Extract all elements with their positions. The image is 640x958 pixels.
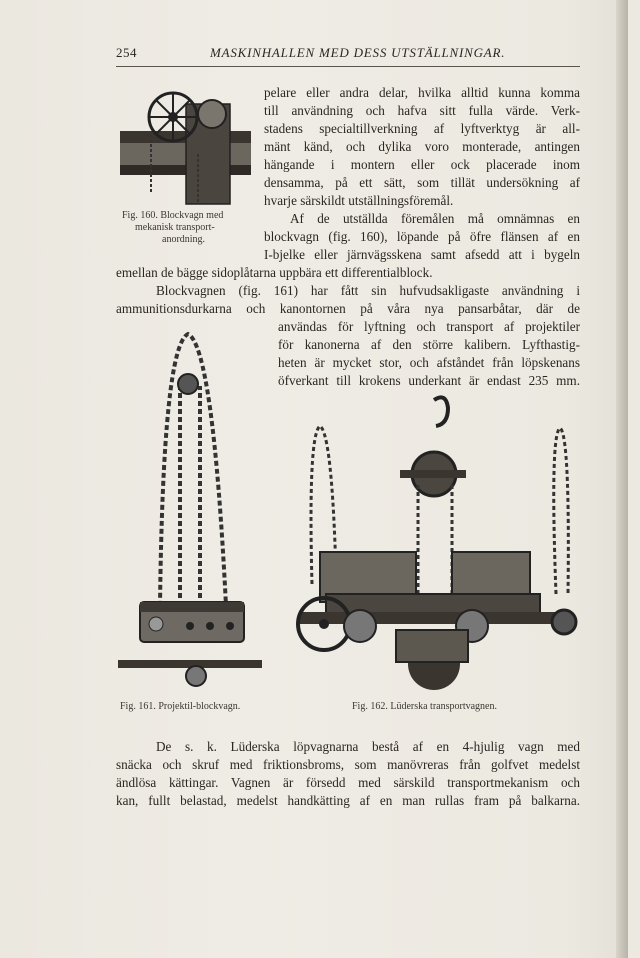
text-line: mänt känd, och dylika voro monterade, antingen: [264, 139, 580, 154]
text-line: till användning och hafva sitt fulla värde. Verk-: [264, 103, 580, 118]
text-line: densamma, på ett sätt, som tillät undersökning af: [264, 175, 580, 190]
text-line: hvarje särskildt utställningsföremål.: [264, 193, 454, 208]
figure-160-caption-line-1: Fig. 160. Blockvagn med: [122, 210, 224, 221]
figure-162-illustration: [296, 394, 586, 692]
figure-160-caption-line-2: mekanisk transport-: [135, 222, 215, 233]
text-line: för kanonerna af den större kalibern. Lyfthastig-: [278, 337, 580, 352]
text-line: ändlösa kättingar. Vagnen är försedd med särskild transportmekanism och: [116, 775, 580, 790]
figure-160-caption-line-3: anordning.: [162, 234, 206, 245]
page-spine-shadow: [616, 0, 628, 958]
text-line: snäcka och skruf med friktionsbroms, som manövreras från golfvet medelst: [116, 757, 580, 772]
text-line: användas för lyftning och transport af projektiler: [278, 319, 580, 334]
page-number: 254: [116, 45, 137, 60]
running-title: MASKINHALLEN MED DESS UTSTÄLLNINGAR.: [210, 45, 506, 60]
figure-161-illustration: [118, 326, 268, 692]
header-rule: [116, 66, 580, 67]
text-line: stadens specialtillverkning af lyftverktyg är all-: [264, 121, 580, 136]
text-line: blockvagn (fig. 160), löpande på öfre flänsen af en: [264, 229, 580, 244]
text-line: heten är mycket stor, och afståndet från löpskenans: [278, 355, 580, 370]
text-line: pelare eller andra delar, hvilka alltid kunna komma: [264, 85, 580, 100]
figure-161-caption: Fig. 161. Projektil-blockvagn.: [120, 701, 241, 712]
text-line: öfverkant till krokens underkant är endast 235 mm.: [278, 373, 580, 388]
text-line: ammunitionsdurkarna och kanontornen på våra nya pansarbåtar, där de: [116, 301, 580, 316]
text-line: Blockvagnen (fig. 161) har fått sin hufvudsakligaste användning i: [156, 283, 580, 298]
text-line: De s. k. Lüderska löpvagnarna bestå af en 4-hjulig vagn med: [156, 739, 580, 754]
text-line: hängande i montern eller ock placerade inom: [264, 157, 580, 172]
text-line: Af de utställda föremålen må omnämnas en: [290, 211, 580, 226]
figure-160-illustration: [118, 84, 253, 206]
text-line: I-bjelke eller järnvägsskena samt afsedd att i bygeln: [264, 247, 580, 262]
figure-162-caption: Fig. 162. Lüderska transportvagnen.: [352, 701, 497, 712]
text-line: emellan de bägge sidoplåtarna uppbära ett differentialblock.: [116, 265, 433, 280]
text-line: kan, fullt belastad, medelst handkätting af en man rullas fram på balkarna.: [116, 793, 580, 808]
